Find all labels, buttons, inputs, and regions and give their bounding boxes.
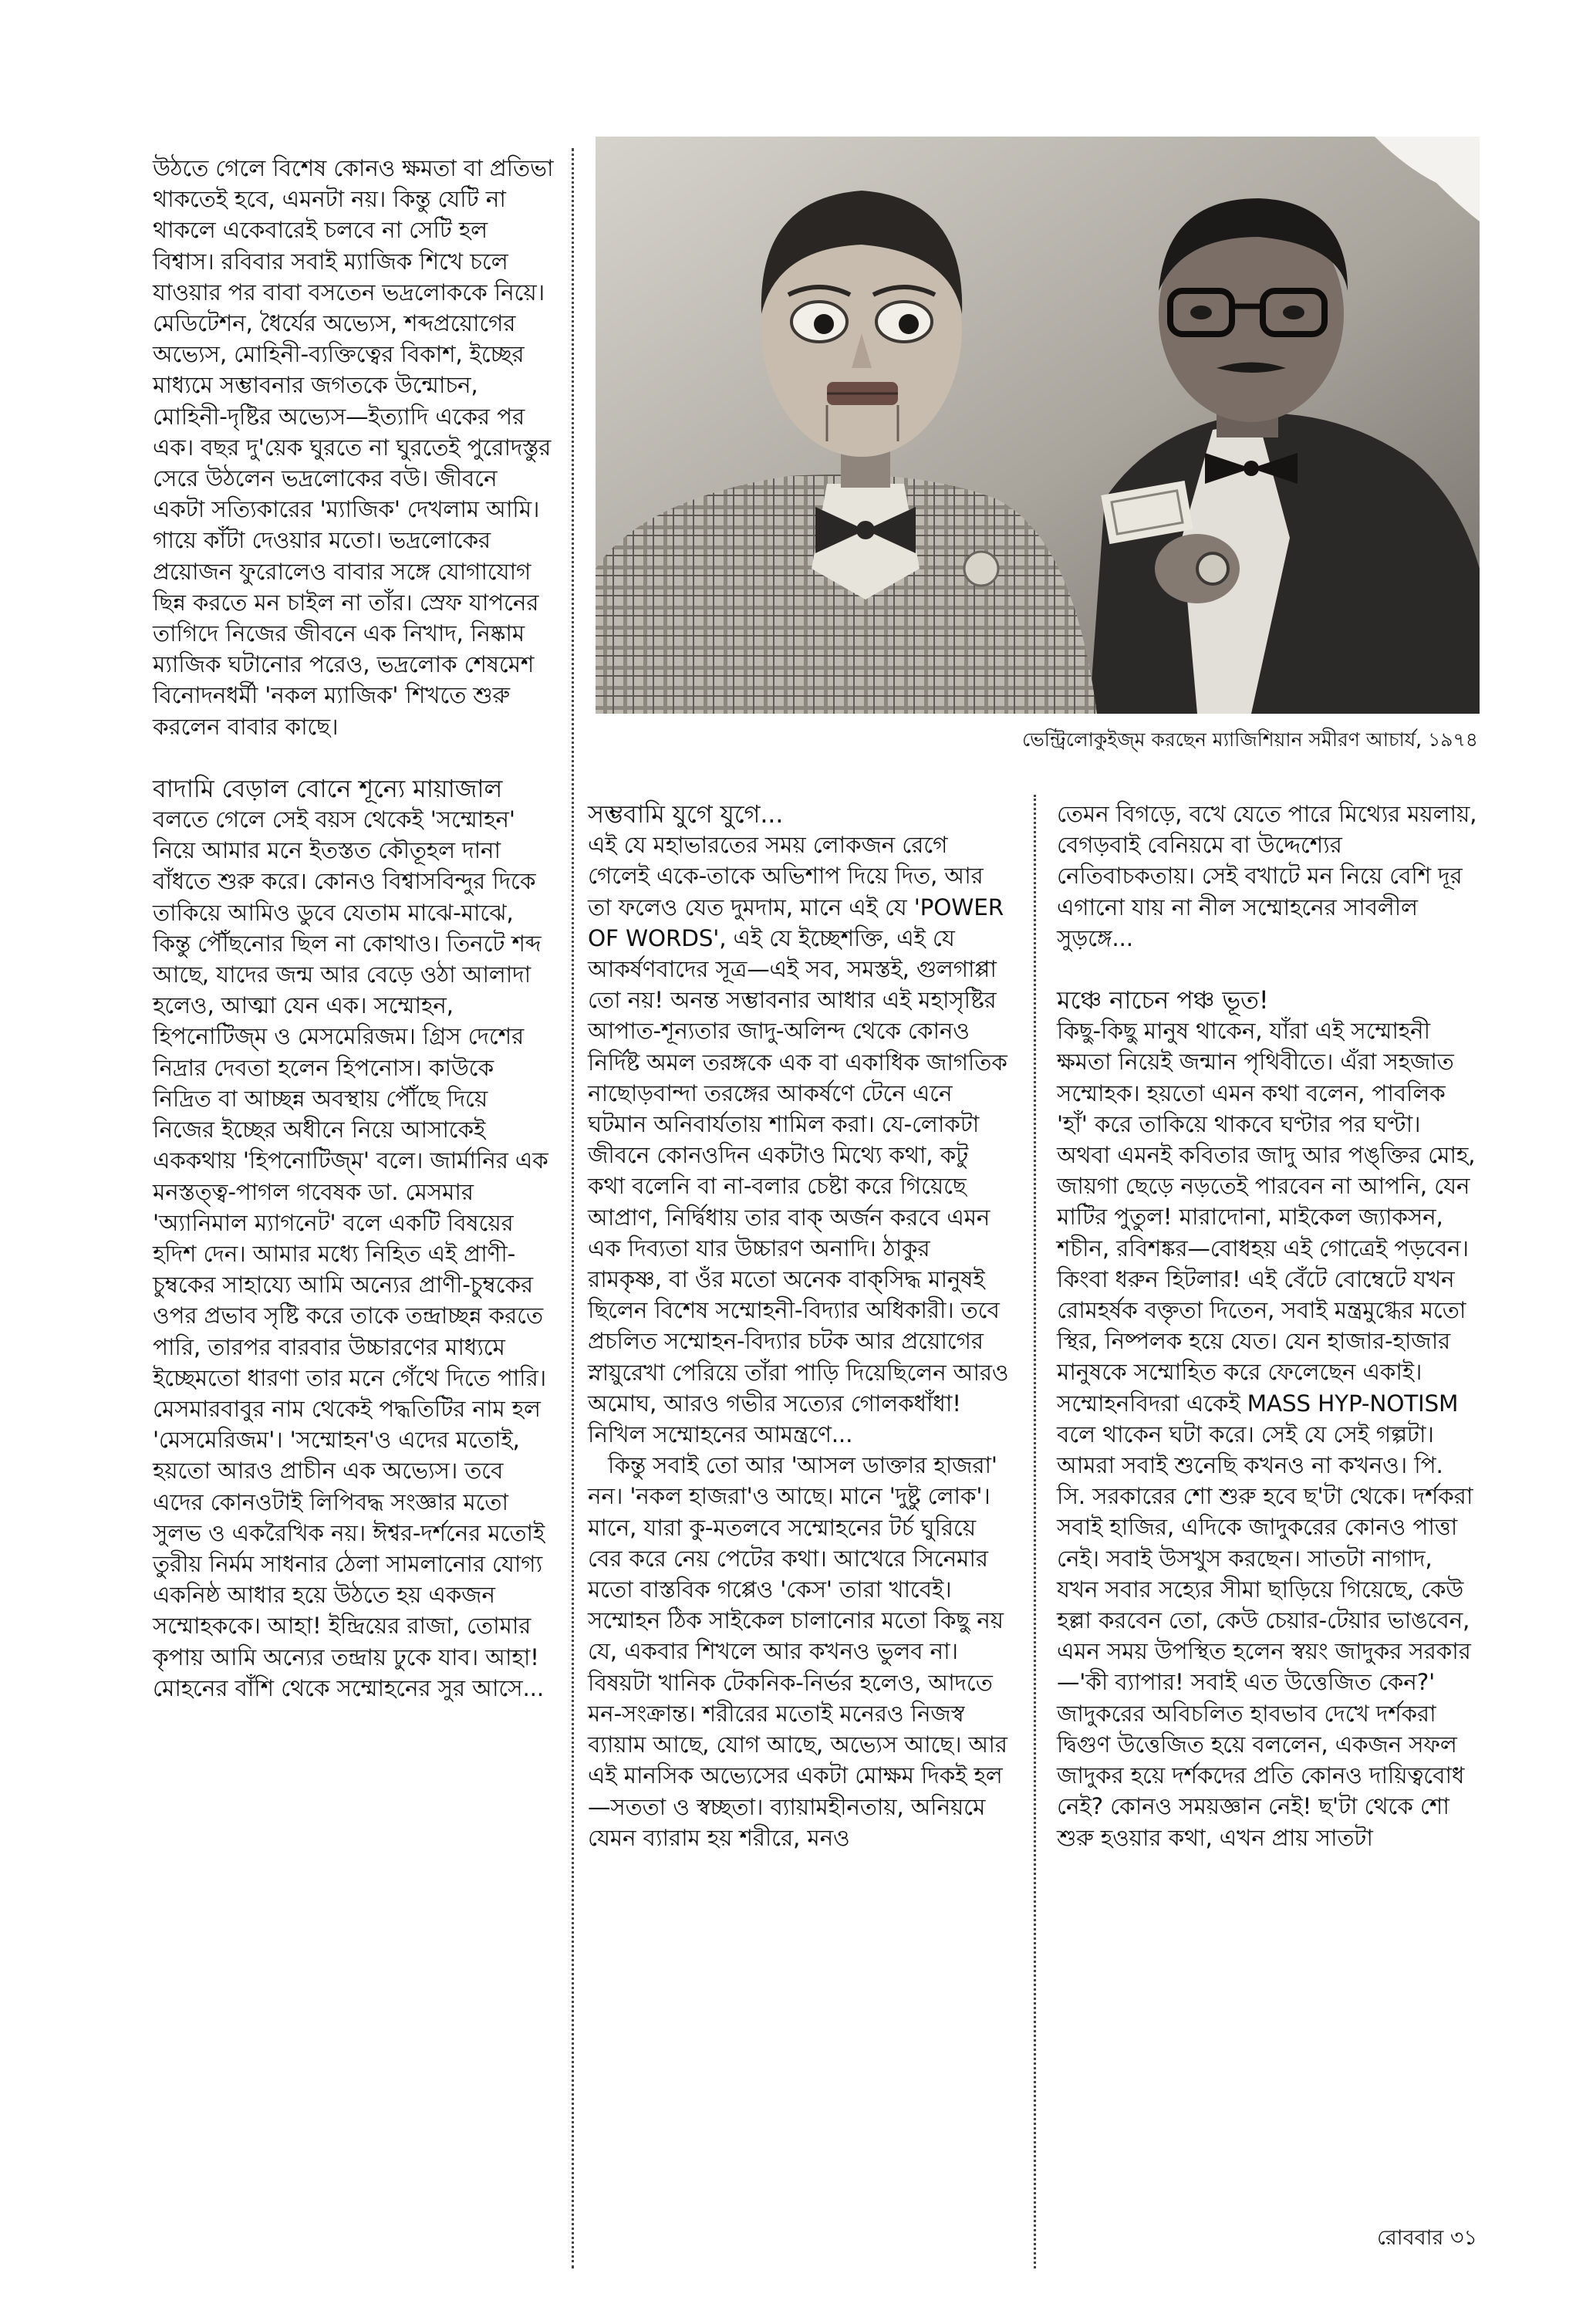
- col3-subheading: মঞ্চে নাচেন পঞ্চ ভূত!: [1057, 985, 1269, 1015]
- col2-paragraph-1: এই যে মহাভারতের সময় লোকজন রেগে গেলেই একে-তাকে অভিশাপ দিয়ে দিত, আর তা ফলেও যেত দুমদাম, মানে এই যে 'POWER OF WORDS', এই যে ইচ্ছেশক্তি, এই যে আকর্ষণবাদের সূত্র—এই সব, সমস্তই, গুলগাপ্পা তো নয়! অনন্ত সম্ভাবনার আধার এই মহাসৃষ্টির আপাত-শূন্যতার জাদু-অলিন্দ থেকে কোনও নির্দিষ্ট অমল তরঙ্গকে এক বা একাধিক জাগতিক নাছোড়বান্দা তরঙ্গের আকর্ষণে টেনে এনে ঘটমান অনিবার্যতায় শামিল করা। যে-লোকটা জীবনে কোনওদিন একটাও মিথ্যে কথা, কটু কথা বলেনি বা না-বলার চেষ্টা করে গিয়েছে আপ্রাণ, নির্দ্বিধায় তার বাক্ অর্জন করবে এমন এক দিব্যতা যার উচ্চারণ অনাদি। ঠাকুর রামকৃষ্ণ, বা ওঁর মতো অনেক বাক্‌সিদ্ধ মানুষই ছিলেন বিশেষ সম্মোহনী-বিদ্যার অধিকারী। তবে প্রচলিত সম্মোহন-বিদ্যার চটক আর প্রয়োগের স্নায়ুরেখা পেরিয়ে তাঁরা পাড়ি দিয়েছিলেন আরও অমোঘ, আরও গভীর সত্যের গোলকধাঁধা! নিখিল সম্মোহনের আমন্ত্রণে...: [588, 832, 1009, 1448]
- column-divider-1: [572, 148, 574, 2268]
- photo-caption: ভেন্ট্রিলোকুইজ্‌ম করছেন ম্যাজিশিয়ান সমীরণ আচার্য, ১৯৭৪: [1021, 728, 1478, 751]
- col3-paragraph-1: তেমন বিগড়ে, বখে যেতে পারে মিথ্যের ময়লায়, বেগড়বাই বেনিয়মে বা উদ্দেশ্যের নেতিবাচকতায়। সেই বখাটে মন নিয়ে বেশি দূর এগানো যায় না নীল সম্মোহনের সাবলীল সুড়ঙ্গে...: [1057, 801, 1477, 951]
- col1-subheading: বাদামি বেড়াল বোনে শূন্যে মায়াজাল: [153, 773, 503, 803]
- article-column-1: [153, 153, 555, 1704]
- col1-paragraph-2: বলতে গেলে সেই বয়স থেকেই 'সম্মোহন' নিয়ে আমার মনে ইতস্তত কৌতূহল দানা বাঁধতে শুরু করে। কোনও বিশ্বাসবিন্দুর দিকে তাকিয়ে আমিও ডুবে যেতাম মাঝে-মাঝে, কিন্তু পৌঁছনোর ছিল না কোথাও। তিনটে শব্দ আছে, যাদের জন্ম আর বেড়ে ওঠা আলাদা হলেও, আত্মা যেন এক। সম্মোহন, হিপনোটিজ্‌ম ও মেসমেরিজম। গ্রিস দেশের নিদ্রার দেবতা হলেন হিপনোস। কাউকে নিদ্রিত বা আচ্ছন্ন অবস্থায় পৌঁছে দিয়ে নিজের ইচ্ছের অধীনে নিয়ে আসাকেই এককথায় 'হিপনোটিজ্‌ম' বলে। জার্মানির এক মনস্তত্ত্ব-পাগল গবেষক ডা. মেসমার 'অ্যানিমাল ম্যাগনেট' বলে একটি বিষয়ের হদিশ দেন। আমার মধ্যে নিহিত এই প্রাণী-চুম্বকের সাহায্যে আমি অন্যের প্রাণী-চুম্বকের ওপর প্রভাব সৃষ্টি করে তাকে তন্দ্রাচ্ছন্ন করতে পারি, তারপর বারবার উচ্চারণের মাধ্যমে ইচ্ছেমতো ধারণা তার মনে গেঁথে দিতে পারি। মেসমারবাবুর নাম থেকেই পদ্ধতিটির নাম হল 'মেসমেরিজম'। 'সম্মোহন'ও এদের মতোই, হয়তো আরও প্রাচীন এক অভ্যেস। তবে এদের কোনওটাই লিপিবদ্ধ সংজ্ঞার মতো সুলভ ও একরৈখিক নয়। ঈশ্বর-দর্শনের মতোই তুরীয় নির্মম সাধনার ঠেলা সামলানোর যোগ্য একনিষ্ঠ আধার হয়ে উঠতে হয় একজন সম্মোহককে। আহা! ইন্দ্রিয়ের রাজা, তোমার কৃপায় আমি অন্যের তন্দ্রায় ঢুকে যাব। আহা! মোহনের বাঁশি থেকে সম্মোহনের সুর আসে...: [153, 806, 548, 1701]
- photo-ventriloquist: [596, 137, 1480, 714]
- col3-paragraph-2: কিছু-কিছু মানুষ থাকেন, যাঁরা এই সম্মোহনী ক্ষমতা নিয়েই জন্মান পৃথিবীতে। এঁরা সহজাত সম্মোহক। হয়তো এমন কথা বলেন, পাবলিক 'হাঁ' করে তাকিয়ে থাকবে ঘণ্টার পর ঘণ্টা। অথবা এমনই কবিতার জাদু আর পঙ্‌ক্তির মোহ, জায়গা ছেড়ে নড়তেই পারবেন না আপনি, যেন মাটির পুতুল! মারাদোনা, মাইকেল জ্যাকসন, শচীন, রবিশঙ্কর—বোধহয় এই গোত্রেই পড়বেন। কিংবা ধরুন হিটলার! এই বেঁটে বোম্বেটে যখন রোমহর্ষক বক্তৃতা দিতেন, সবাই মন্ত্রমুগ্ধের মতো স্থির, নিষ্পলক হয়ে যেত। যেন হাজার-হাজার মানুষকে সম্মোহিত করে ফেলেছেন একাই। সম্মোহনবিদরা একেই MASS HYP-NOTISM বলে থাকেন ঘটা করে। সেই যে সেই গল্পটা। আমরা সবাই শুনেছি কখনও না কখনও। পি. সি. সরকারের শো শুরু হবে ছ'টা থেকে। দর্শকরা সবাই হাজির, এদিকে জাদুকরের কোনও পাত্তা নেই। সবাই উসখুস করছেন। সাতটা নাগাদ, যখন সবার সহ্যের সীমা ছাড়িয়ে গিয়েছে, কেউ হল্লা করবেন তো, কেউ চেয়ার-টেয়ার ভাঙবেন, এমন সময় উপস্থিত হলেন স্বয়ং জাদুকর সরকার—'কী ব্যাপার! সবাই এত উত্তেজিত কেন?' জাদুকরের অবিচলিত হাবভাব দেখে দর্শকরা দ্বিগুণ উত্তেজিত হয়ে বললেন, একজন সফল জাদুকর হয়ে দর্শকদের প্রতি কোনও দায়িত্ববোধ নেই? কোনও সময়জ্ঞান নেই! ছ'টা থেকে শো শুরু হওয়ার কথা, এখন প্রায় সাতটা: [1057, 1018, 1476, 1851]
- col2-subheading: সম্ভবামি যুগে যুগে...: [588, 799, 784, 829]
- col2-paragraph-2: কিন্তু সবাই তো আর 'আসল ডাক্তার হাজরা' নন। 'নকল হাজরা'ও আছে। মানে 'দুষ্টু লোক'। মানে, যারা কু-মতলবে সম্মোহনের টর্চ ঘুরিয়ে বের করে নেয় পেটের কথা। আখেরে সিনেমার মতো বাস্তবিক গপ্পেও 'কেস' তারা খাবেই। সম্মোহন ঠিক সাইকেল চালানোর মতো কিছু নয় যে, একবার শিখলে আর কখনও ভুলব না। বিষয়টা খানিক টেকনিক-নির্ভর হলেও, আদতে মন-সংক্রান্ত। শরীরের মতোই মনেরও নিজস্ব ব্যায়াম আছে, যোগ আছে, অভ্যেস আছে। আর এই মানসিক অভ্যেসের একটা মোক্ষম দিকই হল—সততা ও স্বচ্ছতা। ব্যায়ামহীনতায়, অনিয়মে যেমন ব্যারাম হয় শরীরে, মনও: [588, 1452, 1007, 1851]
- col1-paragraph-1: উঠতে গেলে বিশেষ কোনও ক্ষমতা বা প্রতিভা থাকতেই হবে, এমনটা নয়। কিন্তু যেটি না থাকলে একেবারেই চলবে না সেটি হল বিশ্বাস। রবিবার সবাই ম্যাজিক শিখে চলে যাওয়ার পর বাবা বসতেন ভদ্রলোককে নিয়ে। মেডিটেশন, ধৈর্যের অভ্যেস, শব্দপ্রয়োগের অভ্যেস, মোহিনী-ব্যক্তিত্বের বিকাশ, ইচ্ছের মাধ্যমে সম্ভাবনার জগতকে উন্মোচন, মোহিনী-দৃষ্টির অভ্যেস—ইত্যাদি একের পর এক। বছর দু'য়েক ঘুরতে না ঘুরতেই পুরোদস্তুর সেরে উঠলেন ভদ্রলোকের বউ। জীবনে একটা সত্যিকারের 'ম্যাজিক' দেখলাম আমি। গায়ে কাঁটা দেওয়ার মতো। ভদ্রলোকের প্রয়োজন ফুরোলেও বাবার সঙ্গে যোগাযোগ ছিন্ন করতে মন চাইল না তাঁর। স্রেফ যাপনের তাগিদে নিজের জীবনে এক নিখাদ, নিষ্কাম ম্যাজিক ঘটানোর পরেও, ভদ্রলোক শেষমেশ বিনোদনধর্মী 'নকল ম্যাজিক' শিখতে শুরু করলেন বাবার কাছে।: [153, 155, 554, 740]
- article-column-3: [1057, 799, 1477, 1853]
- column-divider-2: [1034, 795, 1036, 2268]
- page-folio: রোববার ৩১: [1376, 2226, 1477, 2250]
- article-column-2: [588, 799, 1011, 1853]
